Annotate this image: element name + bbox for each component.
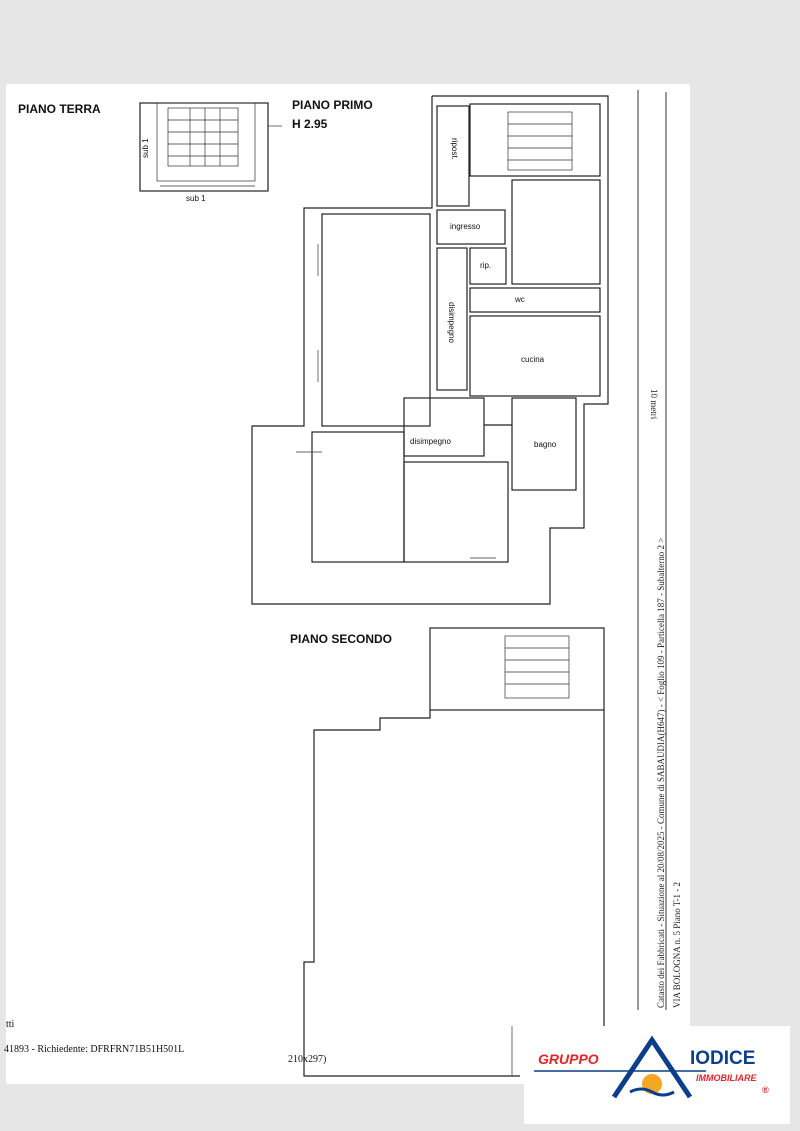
room-wc-label: wc bbox=[515, 295, 525, 304]
room-ripost-label: ripost. bbox=[450, 138, 459, 160]
logo-word-immobiliare: IMMOBILIARE bbox=[696, 1073, 757, 1083]
scale-label: 10 metri bbox=[649, 389, 659, 420]
logo-word-iodice: IODICE bbox=[690, 1048, 756, 1069]
room-cucina-label: cucina bbox=[521, 355, 545, 364]
logo-word-gruppo: GRUPPO bbox=[538, 1051, 599, 1067]
second-floor-title: PIANO SECONDO bbox=[290, 632, 393, 646]
room-bagno-label: bagno bbox=[534, 440, 557, 449]
footer-line-2: 41893 - Richiedente: DFRFRN71B51H501L bbox=[4, 1044, 185, 1055]
footer-line-3: 210x297) bbox=[288, 1054, 327, 1065]
ground-sub-label: sub 1 bbox=[186, 194, 206, 203]
footer-line-1: tti bbox=[6, 1019, 15, 1030]
first-floor-height: H 2.95 bbox=[292, 117, 328, 131]
ground-floor-title: PIANO TERRA bbox=[18, 102, 101, 116]
room-disimpegno-horizontal-label: disimpegno bbox=[410, 437, 451, 446]
logo-registered-mark: ® bbox=[762, 1085, 769, 1095]
paper-background bbox=[6, 84, 690, 1084]
gruppo-iodice-logo bbox=[524, 1026, 790, 1124]
room-rip-label: rip. bbox=[480, 261, 492, 270]
first-floor-title: PIANO PRIMO bbox=[292, 98, 373, 112]
address-text: VIA BOLOGNA n. 5 Piano T-1 - 2 bbox=[672, 881, 682, 1008]
cadastre-text: Catasto dei Fabbricati - Situazione al 20/08/2025 - Comune di SABAUDIA(H647) - < Foglio 109 - Particella 187 - Subalterno 2 > bbox=[656, 537, 666, 1008]
room-ingresso-label: ingresso bbox=[450, 222, 481, 231]
ground-sub-label-vertical: sub 1 bbox=[141, 138, 150, 158]
room-disimpegno-vertical-label: disimpegno bbox=[447, 302, 456, 343]
